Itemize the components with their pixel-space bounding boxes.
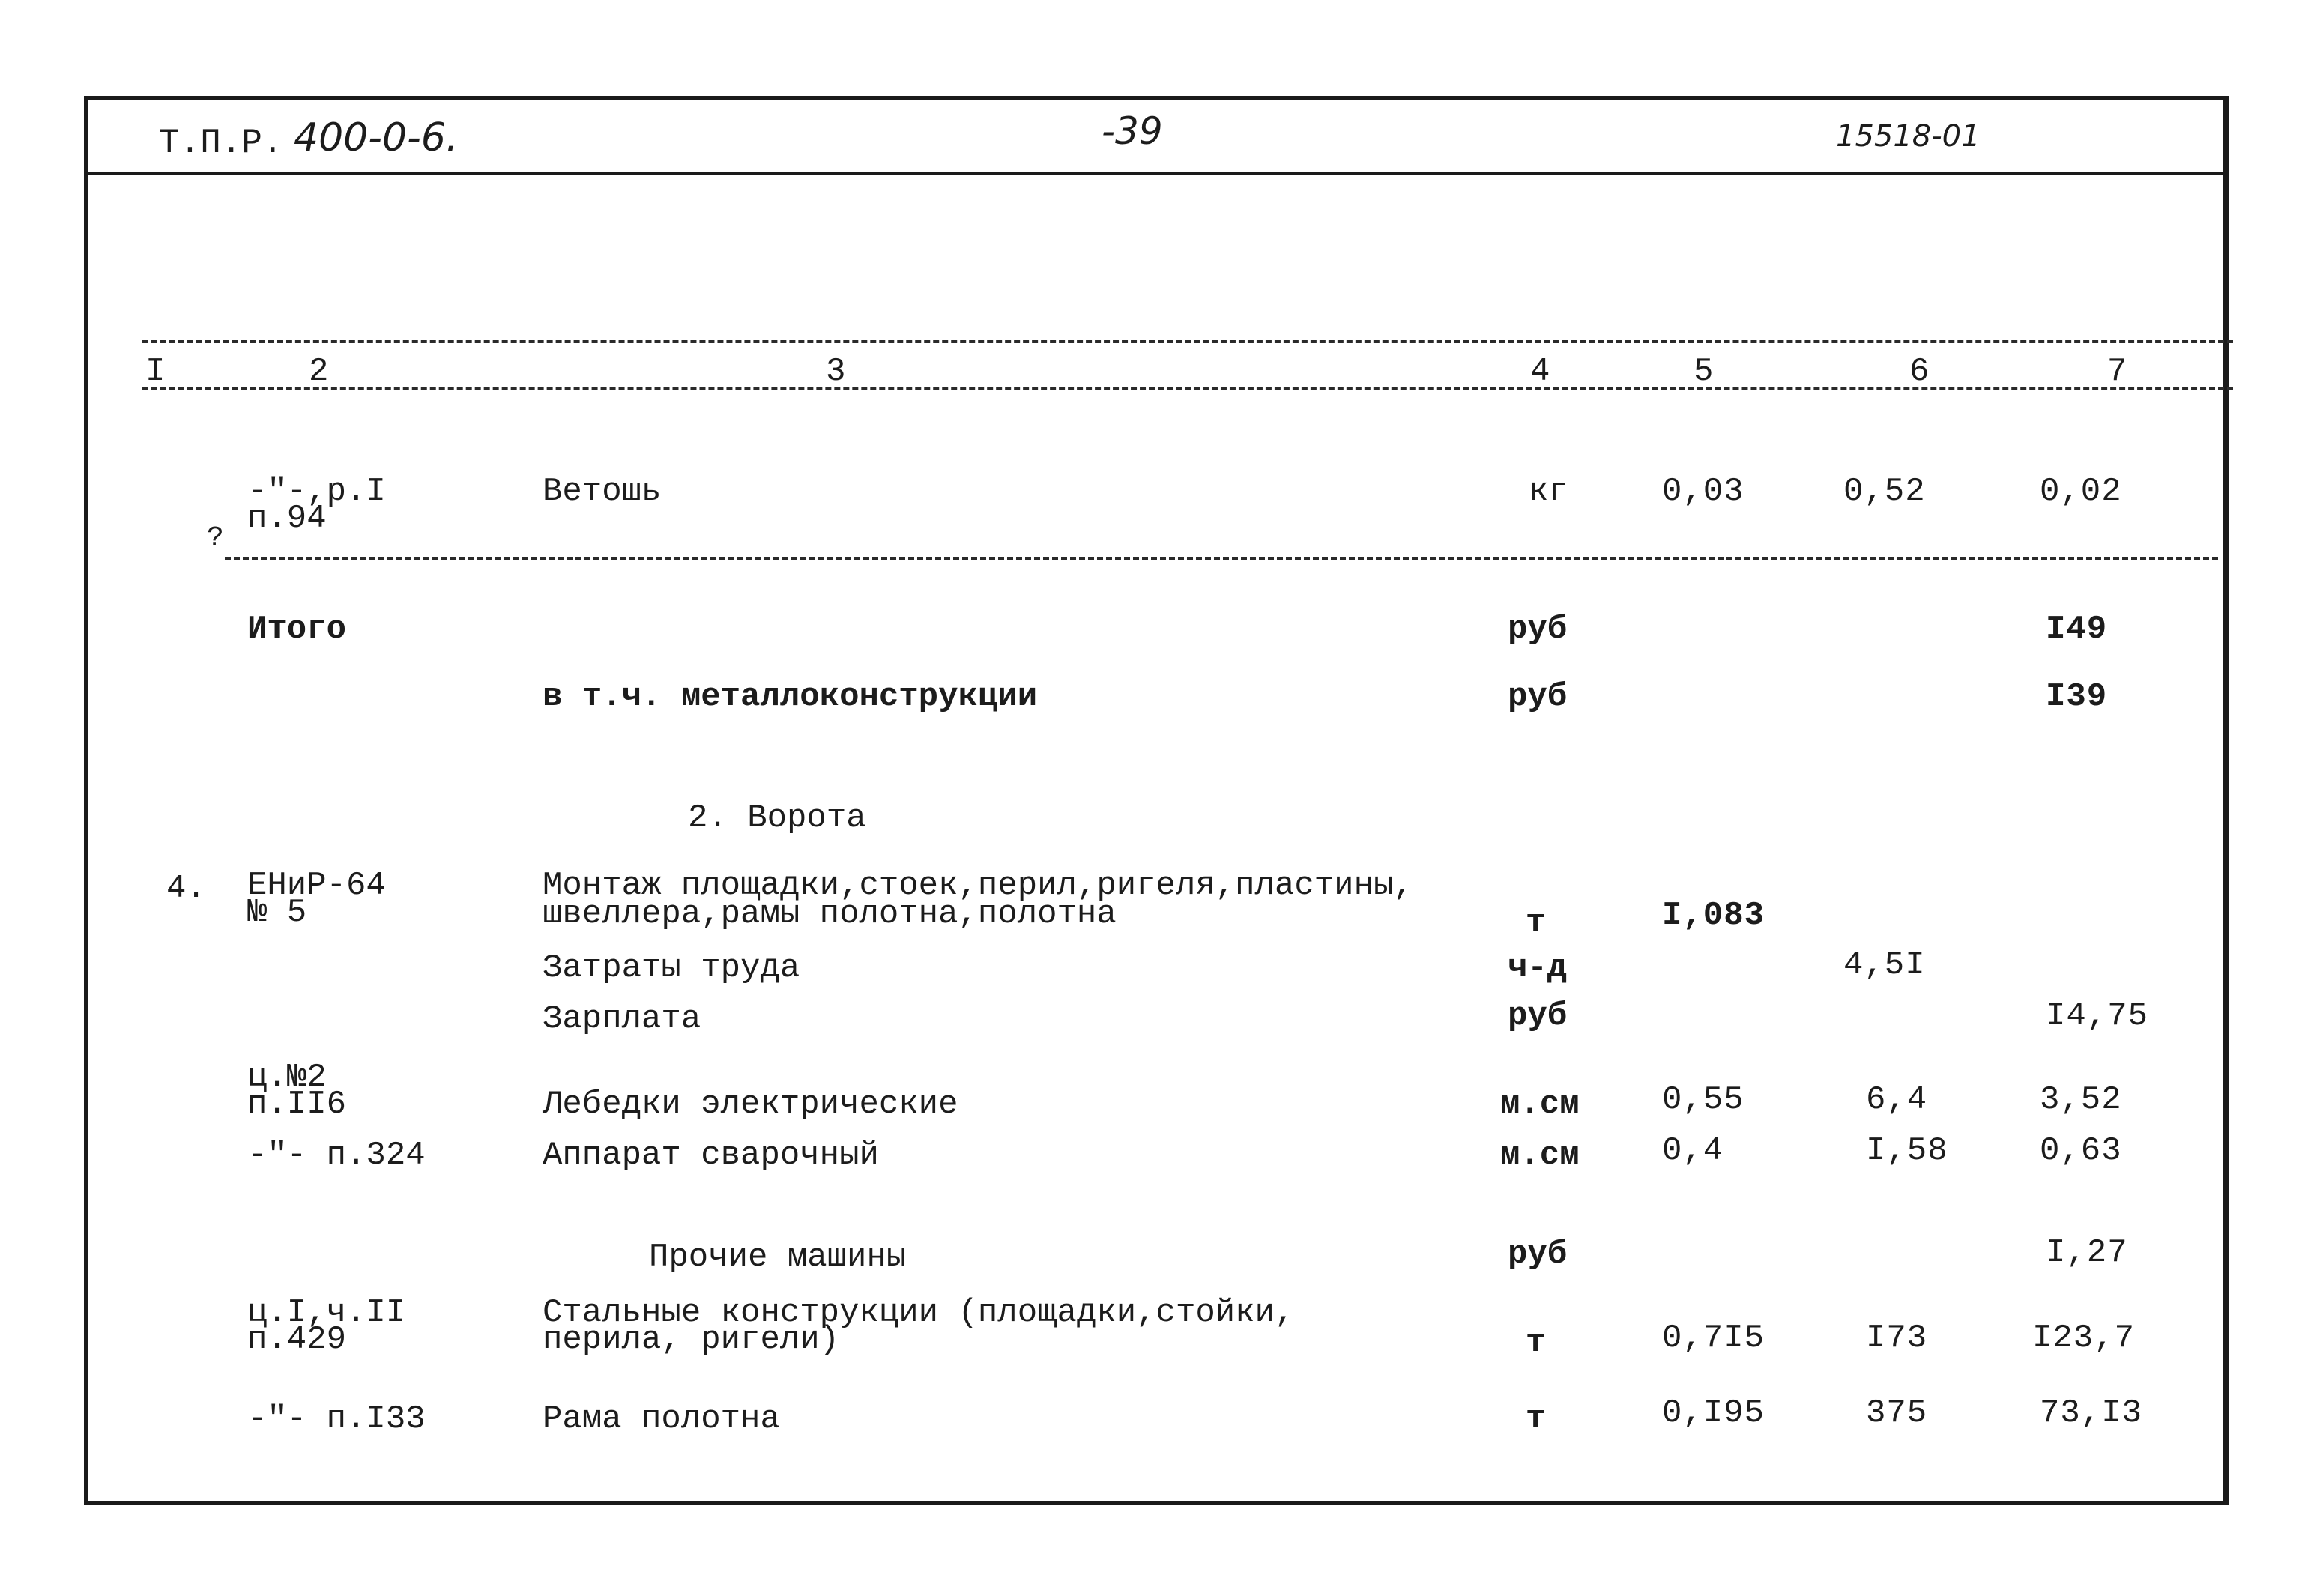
- row-name: Прочие машины: [649, 1239, 907, 1276]
- column-header-1: I: [145, 353, 166, 390]
- column-header-5: 5: [1694, 353, 1714, 390]
- row-unit: руб: [1508, 997, 1568, 1035]
- row-col5: 0,4: [1662, 1132, 1724, 1170]
- row-unit: м.см: [1500, 1137, 1580, 1174]
- total-unit: руб: [1508, 611, 1568, 648]
- row-col7: 3,52: [2040, 1081, 2122, 1119]
- row-separator: [225, 557, 2218, 560]
- row-name: Стальные конструкции (площадки,стойки,: [543, 1294, 1295, 1331]
- row-ref: -"- п.I33: [247, 1400, 426, 1438]
- row-name: Ветошь: [543, 473, 662, 510]
- row-unit: т: [1526, 904, 1546, 942]
- column-header-4: 4: [1530, 353, 1550, 390]
- row-unit: т: [1526, 1400, 1546, 1438]
- row-unit: кг: [1529, 473, 1568, 510]
- row-col7: 73,I3: [2040, 1394, 2143, 1432]
- including-label: в т.ч. металлоконструкции: [543, 678, 1038, 716]
- row-ref: ц.№2: [247, 1059, 327, 1096]
- row-col6: 375: [1866, 1394, 1928, 1432]
- row-col7: I,27: [2046, 1234, 2128, 1272]
- row-ref: -"- п.324: [247, 1137, 426, 1174]
- column-header-2: 2: [309, 353, 329, 390]
- row-ref: ЕНиР-64: [247, 867, 386, 904]
- question-mark: ?: [207, 522, 224, 554]
- header-divider: [87, 172, 2226, 175]
- row-unit: ч-д: [1508, 949, 1568, 987]
- total-label: Итого: [247, 611, 347, 648]
- row-name: Зарплата: [543, 1000, 701, 1038]
- column-header-7: 7: [2107, 353, 2127, 390]
- section-title: 2. Ворота: [688, 799, 866, 837]
- column-header-top-rule: [142, 340, 2233, 343]
- row-ref-line2: п.429: [247, 1321, 347, 1358]
- row-col6: 6,4: [1866, 1081, 1928, 1119]
- row-col5: 0,I95: [1662, 1394, 1765, 1432]
- row-ref: ц.I,ч.II: [247, 1294, 406, 1331]
- row-col7: 0,63: [2040, 1132, 2122, 1170]
- row-col6: 4,5I: [1843, 946, 1926, 984]
- row-col5: I,083: [1662, 897, 1765, 934]
- document-code: 15518-01: [1836, 119, 1981, 154]
- page-frame: [84, 96, 2229, 1505]
- row-col6: 0,52: [1843, 473, 1926, 510]
- page-number: -39: [1102, 109, 1163, 153]
- column-header-6: 6: [1909, 353, 1930, 390]
- total-value: I49: [2046, 611, 2108, 648]
- row-name: Аппарат сварочный: [543, 1137, 879, 1174]
- doc-prefix: Т.П.Р.: [159, 124, 283, 163]
- row-unit: руб: [1508, 1236, 1568, 1273]
- doc-number: 400-0-6.: [294, 115, 459, 160]
- row-col7: 0,02: [2040, 473, 2122, 510]
- row-ref-line2: п.II6: [247, 1086, 347, 1123]
- row-col5: 0,03: [1662, 473, 1744, 510]
- including-value: I39: [2046, 678, 2108, 716]
- row-ref-line2: № 5: [247, 894, 307, 931]
- row-name-line2: швеллера,рамы полотна,полотна: [543, 895, 1117, 933]
- row-unit: т: [1526, 1324, 1546, 1361]
- including-unit: руб: [1508, 678, 1568, 716]
- row-ref-line2: п.94: [247, 500, 327, 537]
- item-number: 4.: [166, 870, 206, 907]
- row-ref: -"-,р.I: [247, 473, 386, 510]
- row-col5: 0,55: [1662, 1081, 1744, 1119]
- row-col7: I23,7: [2032, 1320, 2136, 1357]
- row-col6: I,58: [1866, 1132, 1948, 1170]
- row-name-line2: перила, ригели): [543, 1321, 840, 1358]
- row-name: Затраты труда: [543, 949, 800, 987]
- row-name: Монтаж площадки,стоек,перил,ригеля,пластины,: [543, 867, 1413, 904]
- row-name: Рама полотна: [543, 1400, 780, 1438]
- column-header-3: 3: [826, 353, 846, 390]
- row-col5: 0,7I5: [1662, 1320, 1765, 1357]
- row-col7: I4,75: [2046, 997, 2149, 1035]
- row-unit: м.см: [1500, 1086, 1580, 1123]
- row-col6: I73: [1866, 1320, 1928, 1357]
- row-name: Лебедки электрические: [543, 1086, 958, 1123]
